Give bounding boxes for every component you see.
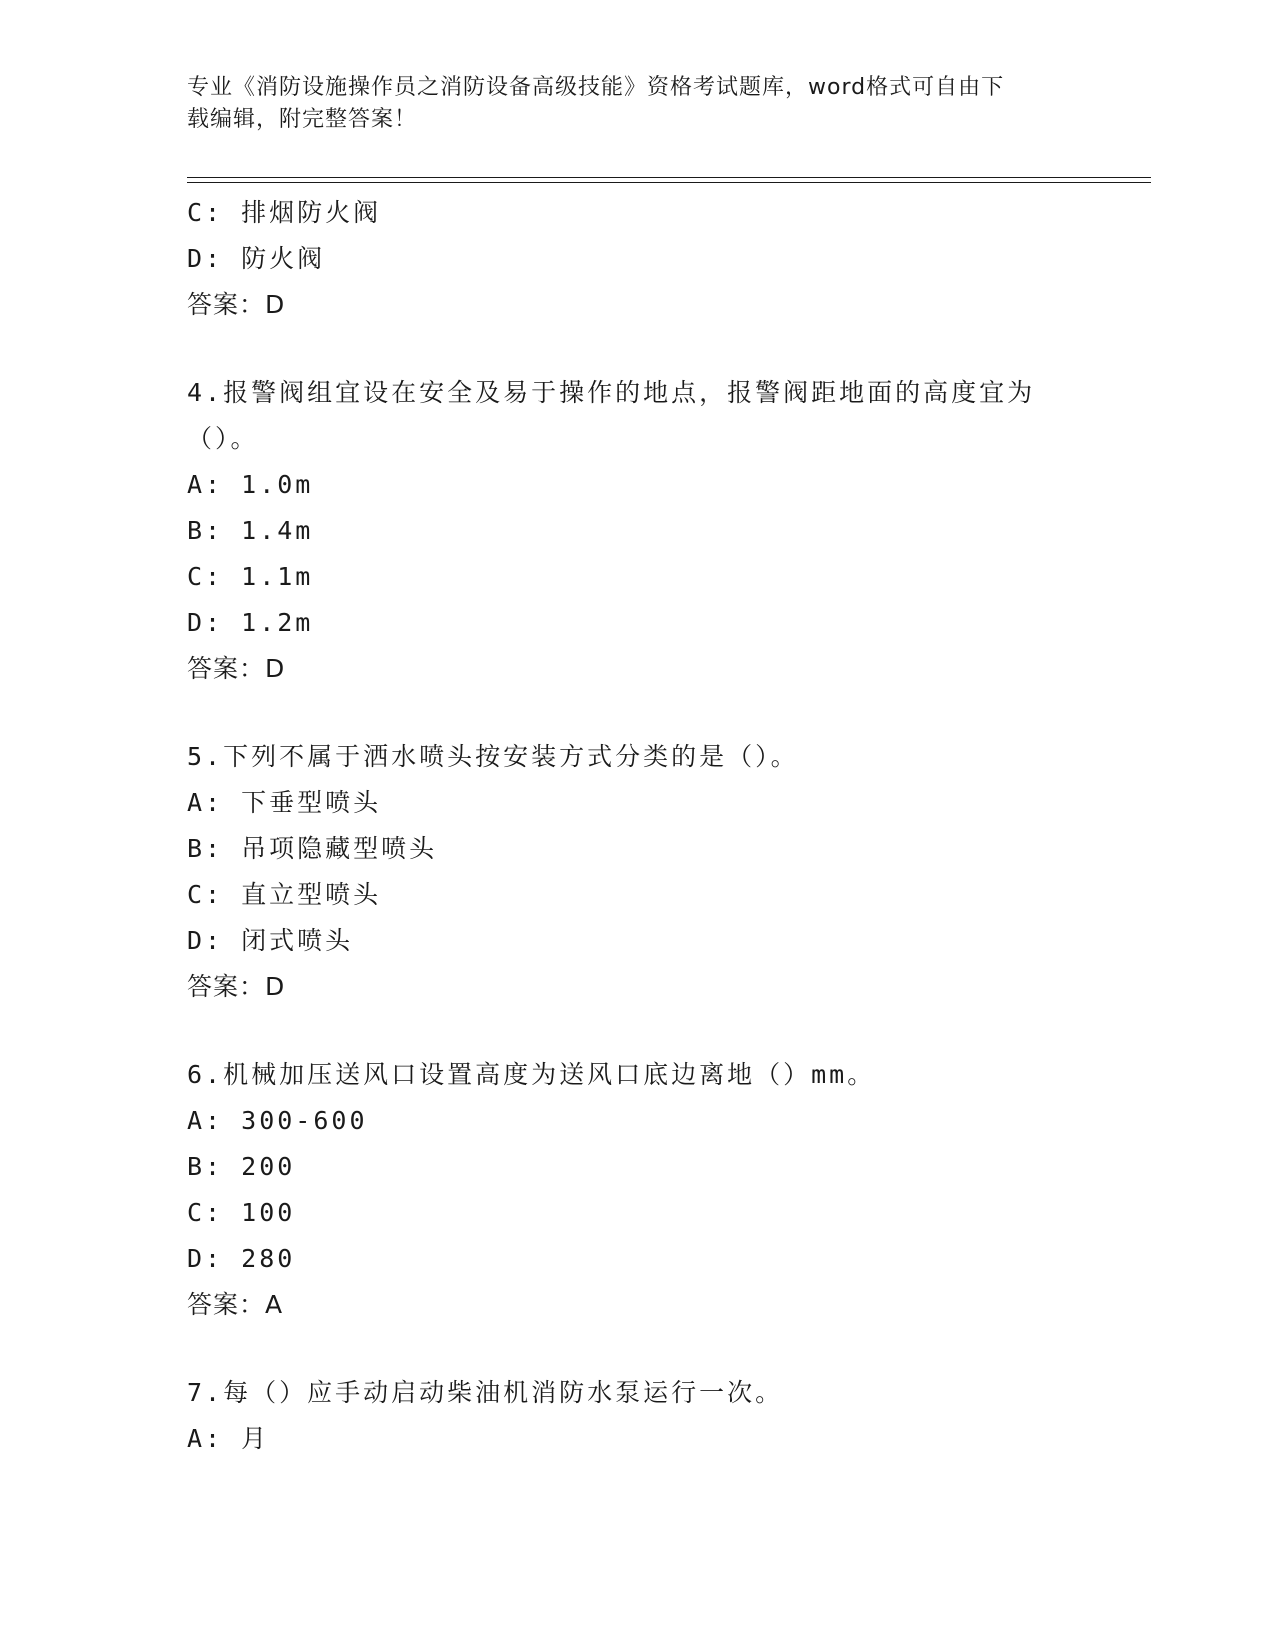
question-7 — [187, 1370, 1147, 1462]
answer: 答案：A — [187, 1290, 284, 1319]
header-divider-bottom — [187, 182, 1151, 183]
option-d: D: 闭式喷头 — [187, 926, 354, 955]
document-header — [187, 72, 1087, 136]
question-list — [187, 190, 1147, 1462]
question-stem: 6.机械加压送风口设置高度为送风口底边离地（）mm。 — [187, 1060, 876, 1089]
question-4 — [187, 370, 1147, 692]
option-d: D: 280 — [187, 1244, 296, 1273]
answer: 答案：D — [187, 972, 286, 1001]
question-stem: 5.下列不属于洒水喷头按安装方式分类的是（）。 — [187, 742, 799, 771]
answer: 答案：D — [187, 290, 286, 319]
option-d: D: 防火阀 — [187, 244, 326, 273]
option-c: C: 排烟防火阀 — [187, 198, 382, 227]
option-c: C: 100 — [187, 1198, 296, 1227]
option-a: A: 300-600 — [187, 1106, 368, 1135]
option-a: A: 月 — [187, 1424, 270, 1453]
option-a: A: 1.0m — [187, 470, 314, 499]
question-stem: 4.报警阀组宜设在安全及易于操作的地点，报警阀距地面的高度宜为 — [187, 378, 1036, 407]
option-b: B: 吊项隐藏型喷头 — [187, 834, 438, 863]
question-6 — [187, 1052, 1147, 1328]
question-stem-continued: （）。 — [187, 424, 259, 453]
option-c: C: 1.1m — [187, 562, 314, 591]
header-divider-top — [187, 177, 1151, 178]
option-b: B: 1.4m — [187, 516, 314, 545]
question-3 — [187, 190, 1147, 328]
option-b: B: 200 — [187, 1152, 296, 1181]
option-a: A: 下垂型喷头 — [187, 788, 382, 817]
answer: 答案：D — [187, 654, 286, 683]
option-c: C: 直立型喷头 — [187, 880, 382, 909]
option-d: D: 1.2m — [187, 608, 314, 637]
header-line-1: 专业《消防设施操作员之消防设备高级技能》资格考试题库，word格式可自由下 — [187, 75, 1005, 100]
header-line-2: 载编辑，附完整答案！ — [187, 107, 418, 132]
question-stem: 7.每（）应手动启动柴油机消防水泵运行一次。 — [187, 1378, 784, 1407]
question-5 — [187, 734, 1147, 1010]
